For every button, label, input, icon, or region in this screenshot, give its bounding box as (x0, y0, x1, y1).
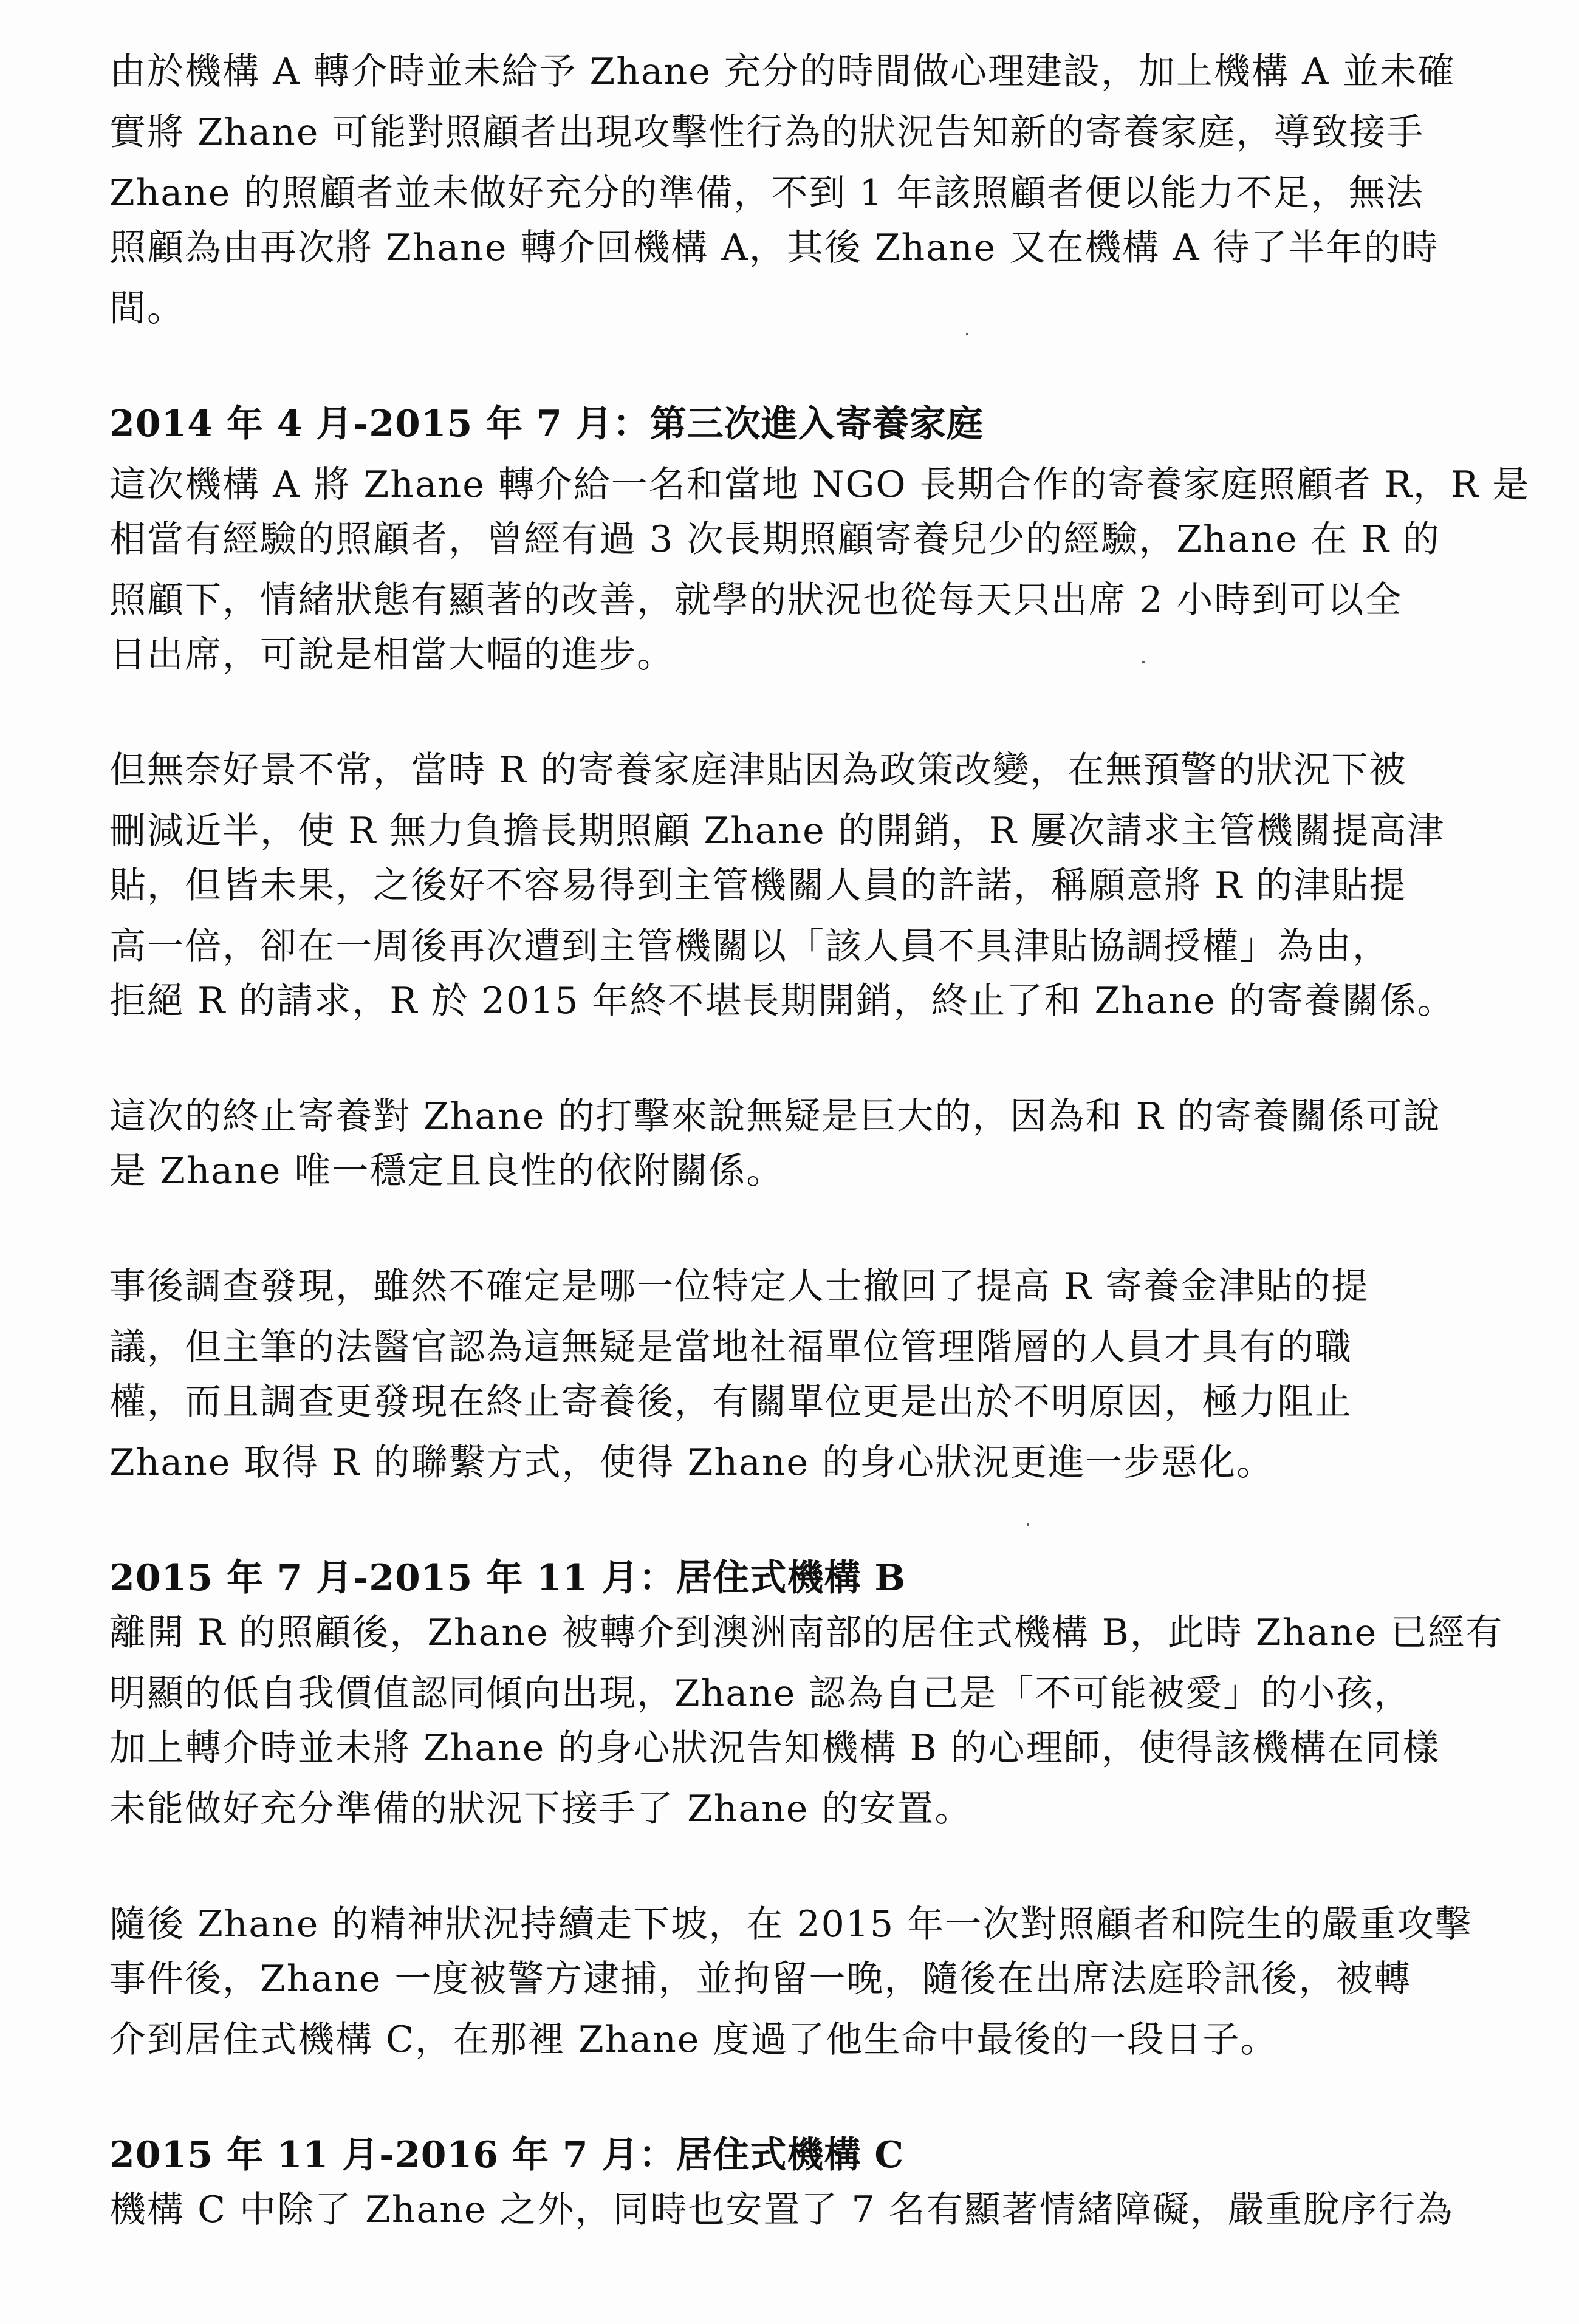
scan-speck (1027, 1523, 1029, 1526)
paragraph-7-line-2: 事件後，Zhane 一度被警方逮捕，並拘留一晚，隨後在出席法庭聆訊後，被轉 (109, 1958, 1412, 2000)
section-heading-residential-b: 2015 年 7 月-2015 年 11 月：居住式機構 B (109, 1557, 906, 1599)
paragraph-4-line-1: 這次的終止寄養對 Zhane 的打擊來說無疑是巨大的，因為和 R 的寄養關係可說 (109, 1095, 1441, 1138)
paragraph-1-line-1: 由於機構 A 轉介時並未給予 Zhane 充分的時間做心理建設，加上機構 A 並未確 (109, 50, 1456, 93)
paragraph-1-line-3: Zhane 的照顧者並未做好充分的準備，不到 1 年該照顧者便以能力不足，無法 (109, 172, 1424, 214)
scan-speck (1142, 661, 1145, 663)
paragraph-5-line-4: Zhane 取得 R 的聯繫方式，使得 Zhane 的身心狀況更進一步惡化。 (109, 1441, 1275, 1484)
section-heading-third-foster-home: 2014 年 4 月-2015 年 7 月：第三次進入寄養家庭 (109, 403, 984, 445)
paragraph-1-line-2: 實將 Zhane 可能對照顧者出現攻擊性行為的狀況告知新的寄養家庭，導致接手 (109, 111, 1425, 154)
paragraph-5-line-1: 事後調查發現，雖然不確定是哪一位特定人士撤回了提高 R 寄養金津貼的提 (109, 1265, 1369, 1308)
paragraph-2-line-1: 這次機構 A 將 Zhane 轉介給一名和當地 NGO 長期合作的寄養家庭照顧者 R，R 是 (109, 463, 1530, 506)
paragraph-6-line-2: 明顯的低自我價值認同傾向出現，Zhane 認為自己是「不可能被愛」的小孩， (109, 1672, 1412, 1715)
section-heading-residential-c: 2015 年 11 月-2016 年 7 月：居住式機構 C (109, 2134, 905, 2176)
paragraph-2-line-2: 相當有經驗的照顧者，曾經有過 3 次長期照顧寄養兒少的經驗，Zhane 在 R 的 (109, 518, 1440, 561)
paragraph-6-line-4: 未能做好充分準備的狀況下接手了 Zhane 的安置。 (109, 1788, 973, 1830)
paragraph-3-line-1: 但無奈好景不常，當時 R 的寄養家庭津貼因為政策改變，在無預警的狀況下被 (109, 749, 1407, 791)
paragraph-7-line-3: 介到居住式機構 C，在那裡 Zhane 度過了他生命中最後的一段日子。 (109, 2018, 1278, 2061)
paragraph-5-line-3: 權，而且調查更發現在終止寄養後，有關單位更是出於不明原因，極力阻止 (109, 1381, 1352, 1423)
paragraph-2-line-3: 照顧下，情緒狀態有顯著的改善，就學的狀況也從每天只出席 2 小時到可以全 (109, 579, 1403, 621)
paragraph-1-line-5: 間。 (109, 287, 185, 330)
paragraph-3-line-4: 高一倍，卻在一周後再次遭到主管機關以「該人員不具津貼協調授權」為由， (109, 925, 1390, 968)
paragraph-2-line-4: 日出席，可說是相當大幅的進步。 (109, 634, 674, 676)
paragraph-7-line-1: 隨後 Zhane 的精神狀況持續走下坡，在 2015 年一次對照顧者和院生的嚴重攻擊 (109, 1903, 1473, 1946)
paragraph-1-line-4: 照顧為由再次將 Zhane 轉介回機構 A，其後 Zhane 又在機構 A 待了半年的時 (109, 227, 1439, 269)
paragraph-6-line-1: 離開 R 的照顧後，Zhane 被轉介到澳洲南部的居住式機構 B，此時 Zhane 已經有 (109, 1611, 1504, 1654)
scan-speck (966, 333, 968, 335)
paragraph-5-line-2: 議，但主筆的法醫官認為這無疑是當地社福單位管理階層的人員才具有的職 (109, 1326, 1352, 1369)
paragraph-3-line-2: 刪減近半，使 R 無力負擔長期照顧 Zhane 的開銷，R 屢次請求主管機關提高津 (109, 810, 1445, 852)
paragraph-4-line-2: 是 Zhane 唯一穩定且良性的依附關係。 (109, 1150, 784, 1192)
paragraph-8-line-1: 機構 C 中除了 Zhane 之外，同時也安置了 7 名有顯著情緒障礙，嚴重脫序行為 (109, 2189, 1454, 2231)
paragraph-3-line-3: 貼，但皆未果，之後好不容易得到主管機關人員的許諾，稱願意將 R 的津貼提 (109, 864, 1407, 907)
paragraph-3-line-5: 拒絕 R 的請求，R 於 2015 年終不堪長期開銷，終止了和 Zhane 的寄養關係。 (109, 980, 1455, 1022)
paragraph-6-line-3: 加上轉介時並未將 Zhane 的身心狀況告知機構 B 的心理師，使得該機構在同樣 (109, 1727, 1440, 1769)
